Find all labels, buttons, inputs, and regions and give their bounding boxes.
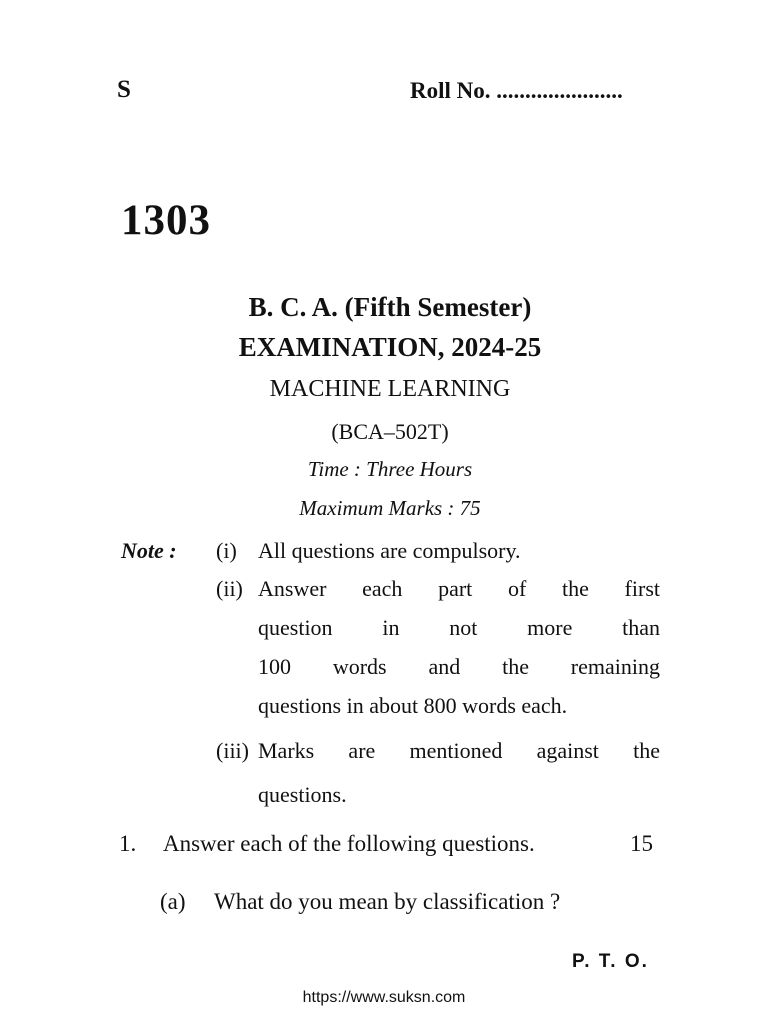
series-letter: S [117,76,131,103]
note-item-line: questions in about 800 words each. [258,693,568,718]
exam-title: EXAMINATION, 2024-25 [238,332,542,362]
sub-question-text: What do you mean by classification ? [214,889,561,914]
note-item-number: (ii) [216,576,243,601]
sub-question-number: (a) [160,889,186,914]
maximum-marks: Maximum Marks : 75 [299,496,481,520]
question-marks: 15 [630,831,653,856]
question-number: 1. [119,831,137,856]
question-text: Answer each of the following questions. [163,831,535,856]
roll-number-field: Roll No. ...................... [410,78,623,103]
note-item-line: Answer each part of the first [258,576,660,601]
please-turn-over: P. T. O. [572,951,649,972]
note-item-line: 100 words and the remaining [258,654,660,679]
course-code: (BCA–502T) [331,419,449,444]
subject-title: MACHINE LEARNING [269,376,511,402]
degree-title: B. C. A. (Fifth Semester) [248,292,532,322]
note-item-line: question in not more than [258,615,660,640]
note-item-line: Marks are mentioned against the [258,738,660,763]
source-url[interactable]: https://www.suksn.com [302,989,466,1006]
paper-code: 1303 [121,197,211,244]
note-item-line: questions. [258,782,347,807]
note-item-text: All questions are compulsory. [258,538,521,563]
note-item-number: (iii) [216,738,249,763]
note-item-number: (i) [216,538,237,563]
time-allowed: Time : Three Hours [307,457,473,481]
note-label: Note : [121,538,177,563]
